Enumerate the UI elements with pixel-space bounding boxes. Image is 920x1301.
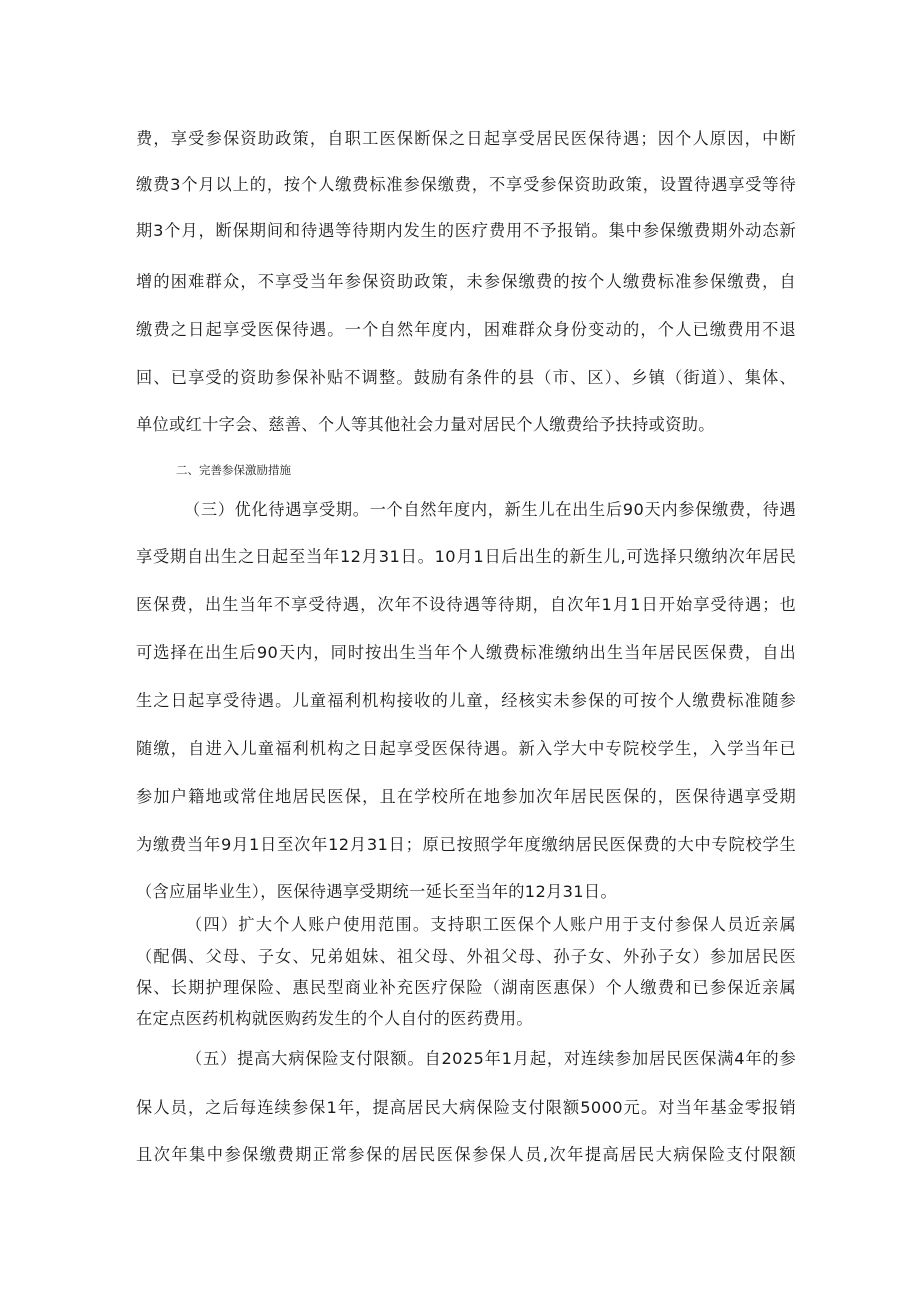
section-heading: 二、完善参保激励措施 xyxy=(176,463,291,477)
text-line: （配偶、父母、子女、兄弟姐妹、祖父母、外祖父母、孙子女、外孙子女）参加居民医 xyxy=(136,947,796,966)
text-line: 保、长期护理保险、惠民型商业补充医疗保险（湖南医惠保）个人缴费和已参保近亲属 xyxy=(136,978,796,997)
text-line: 单位或红十字会、慈善、个人等其他社会力量对居民个人缴费给予扶持或资助。 xyxy=(136,415,715,434)
text-line: 参加户籍地或常住地居民医保，且在学校所在地参加次年居民医保的，医保待遇享受期 xyxy=(136,787,796,806)
text-line: 随缴，自进入儿童福利机构之日起享受医保待遇。新入学大中专院校学生，入学当年已 xyxy=(136,739,796,758)
text-line: 保人员，之后每连续参保1年，提高居民大病保险支付限额5000元。对当年基金零报销 xyxy=(136,1098,796,1117)
text-line: 费，享受参保资助政策，自职工医保断保之日起享受居民医保待遇；因个人原因，中断 xyxy=(136,129,796,148)
text-line: （五）提高大病保险支付限额。自2025年1月起，对连续参加居民医保满4年的参 xyxy=(186,1049,796,1068)
text-line: 医保费，出生当年不享受待遇，次年不设待遇等待期，自次年1月1日开始享受待遇；也 xyxy=(136,595,796,614)
text-line: 在定点医药机构就医购药发生的个人自付的医药费用。 xyxy=(136,1009,533,1028)
text-line: （三）优化待遇享受期。一个自然年度内，新生儿在出生后90天内参保缴费，待遇 xyxy=(184,500,796,519)
text-line: 回、已享受的资助参保补贴不调整。鼓励有条件的县（市、区）、乡镇（街道）、集体、 xyxy=(136,368,796,387)
text-line: 可选择在出生后90天内，同时按出生当年个人缴费标准缴纳出生当年居民医保费，自出 xyxy=(136,643,796,662)
text-line: 享受期自出生之日起至当年12月31日。10月1日后出生的新生儿,可选择只缴纳次年居民 xyxy=(136,547,796,566)
text-line: （含应届毕业生），医保待遇享受期统一延长至当年的12月31日。 xyxy=(136,882,618,901)
text-line: 且次年集中参保缴费期正常参保的居民医保参保人员,次年提高居民大病保险支付限额 xyxy=(136,1145,796,1164)
text-line: 生之日起享受待遇。儿童福利机构接收的儿童，经核实未参保的可按个人缴费标准随参 xyxy=(136,691,796,710)
text-line: 为缴费当年9月1日至次年12月31日；原已按照学年度缴纳居民医保费的大中专院校学生 xyxy=(136,835,796,854)
text-line: 缴费之日起享受医保待遇。一个自然年度内，困难群众身份变动的，个人已缴费用不退 xyxy=(136,320,796,339)
text-line: 缴费3个月以上的，按个人缴费标准参保缴费，不享受参保资助政策，设置待遇享受等待 xyxy=(136,175,796,194)
text-line: 期3个月，断保期间和待遇等待期内发生的医疗费用不予报销。集中参保缴费期外动态新 xyxy=(136,221,796,240)
text-line: （四）扩大个人账户使用范围。支持职工医保个人账户用于支付参保人员近亲属 xyxy=(186,915,796,934)
text-line: 增的困难群众，不享受当年参保资助政策，未参保缴费的按个人缴费标准参保缴费，自 xyxy=(136,272,796,291)
